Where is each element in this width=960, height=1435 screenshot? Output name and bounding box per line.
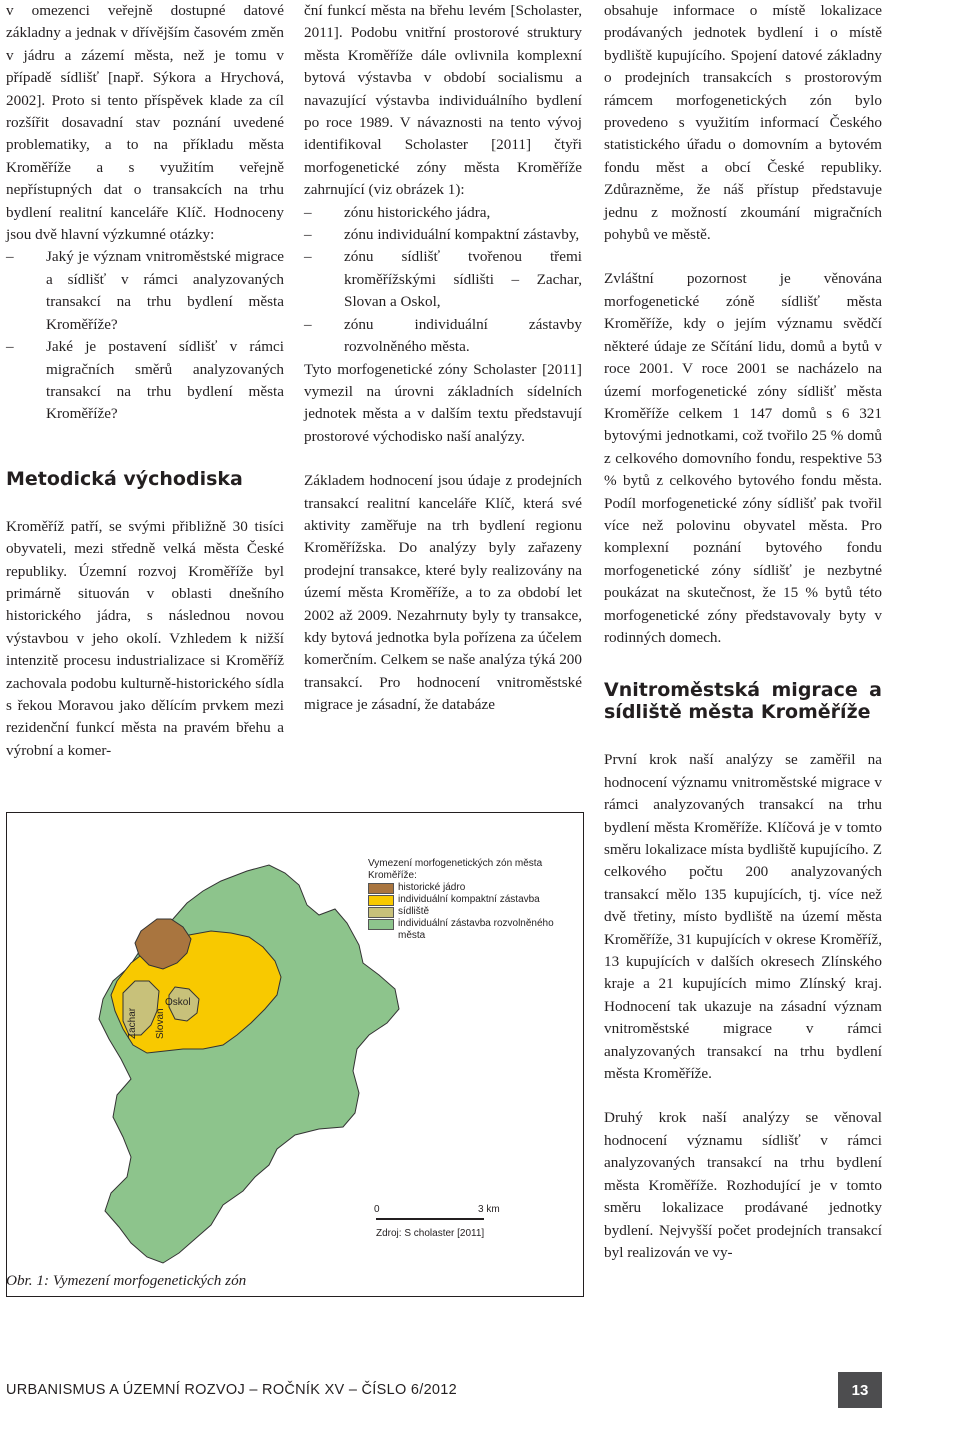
- dash-bullet: –: [6, 338, 14, 356]
- map-scale-bar: [374, 1204, 514, 1244]
- col2-paragraph-3: Základem hodnocení jsou údaje z prodejních transakcí realitní kanceláře Klíč, která své aktivity zaměřuje na trh bydlení regionu Kroměřížska. Do analýzy byly zařazeny prodejní transakce, které byly realizovány na území města Kroměříže, a to za období let 2002 až 2009. Nezahrnuty byly ty transakce, kdy bytová jednotka byla pořízena za účelem komerčním. Celkem se naše analýza týká 200 transakcí. Pro hodnocení vnitroměstské migrace je zásadní, že databáze: [304, 472, 582, 714]
- legend-label: individuální kompaktní zástavba: [398, 894, 540, 905]
- scale-start: 0: [374, 1204, 380, 1215]
- col3-paragraph-2: Zvláštní pozornost je věnována morfogenetické zóně sídlišť města Kroměříže, kdy o jejím významu svědčí některé údaje ze Sčítání lidu, domů a bytů v roce 2001. V roce 2001 se nacházelo na území morfogenetické zóny sídlišť města Kroměříže celkem 1 147 domů s 6 321 bytovými jednotkami, což tvořilo 25 % domů z celkového domovního fondu, respektive 53 % bytů z celkového bytového fondu města. Podíl morfogenetické zóny sídlišť pak tvořil více než polovinu obyvatel města. Pro komplexní poznání bytového fondu morfogenetické zóny sídlišť je nezbytné poukázat na skutečnost, že 15 % bytů této morfogenetické zóny představovaly byty v rodinných domech.: [604, 270, 882, 646]
- zone-item-3-text: zónu sídlišť tvořenou třemi kroměřížskými sídlišti – Zachar, Slovan a Oskol,: [344, 248, 582, 311]
- col1-paragraph-1: v omezenci veřejně dostupné datové základny a jednak v dřívějším časovém změn v jádru a zázemí města, než je tomu v případě sídlišť [např. Sýkora a Hrychová, 2002]. Proto si tento příspěvek klade za cíl rozšířit dosavadní stav poznání uvedené problematiky, a to na příkladu města Kroměříže a s využitím veřejně nepřístupných dat o transakcích na trhu bydlení realitní kanceláře Klíč. Hodnoceny jsou dvě hlavní výzkumné otázky:: [6, 2, 284, 244]
- zone-item-3: [304, 246, 582, 313]
- col3-paragraph-1: obsahuje informace o místě lokalizace prodávaných jednotek bydlení i o místě bydliště kupujícího. Spojení datové základny o prodejních transakcích s prostorovým rámcem morfogenetických zón bylo provedeno s využitím informací Českého statistického úřadu o domovním a bytovém fondu měst a obcí České republiky. Zdůrazněme, že náš přístup představuje jednu z možností zkoumání migračních pohybů ve městě.: [604, 2, 882, 244]
- dash-bullet: –: [304, 315, 312, 333]
- label-slovan: Slovan: [155, 1008, 166, 1039]
- section-heading-methods: Metodická východiska: [6, 467, 243, 490]
- dash-bullet: –: [304, 226, 312, 244]
- legend-label: individuální zástavba rozvolněného města: [398, 918, 554, 941]
- map-legend: [368, 858, 568, 942]
- legend-item-compact: [368, 894, 568, 906]
- research-question-2: [6, 336, 284, 426]
- scale-end: 3 km: [478, 1204, 500, 1215]
- dash-bullet: –: [304, 203, 312, 221]
- research-question-1: [6, 246, 284, 336]
- label-oskol: Oskol: [165, 997, 191, 1008]
- col2-paragraph-1: ční funkcí města na břehu levém [Scholaster, 2011]. Podobu vnitřní prostorové struktury města Kroměříže dále ovlivnila komplexní bytová výstavba v období socialismu a navazující výstavba individuálního bydlení po roce 1989. V návaznosti na tento vývoj identifikoval Scholaster [2011] čtyři morfogenetické zóny města Kroměříže zahrnující (viz obrázek 1):: [304, 2, 582, 199]
- label-zachar: Zachar: [127, 1007, 138, 1039]
- journal-footer: URBANISMUS A ÚZEMNÍ ROZVOJ – ROČNÍK XV – ČÍSLO 6/2012: [6, 1382, 458, 1398]
- legend-item-scattered: [368, 918, 568, 942]
- zone-item-1-text: zónu historického jádra,: [344, 203, 491, 221]
- dash-bullet: –: [304, 248, 312, 266]
- research-question-1-text: Jaký je význam vnitroměstské migrace a sídlišť v rámci analyzovaných transakcí na trhu bydlení města Kroměříže?: [46, 248, 284, 333]
- legend-swatch: [368, 907, 394, 918]
- legend-label: sídliště: [398, 906, 430, 917]
- column-3: [604, 0, 882, 1264]
- figure-caption: Obr. 1: Vymezení morfogenetických zón: [6, 1272, 247, 1289]
- zone-item-4: [304, 314, 582, 359]
- legend-label: historické jádro: [398, 882, 466, 893]
- legend-item-estates: [368, 906, 568, 918]
- col3-paragraph-3: První krok naší analýzy se zaměřil na hodnocení významu vnitroměstské migrace v rámci analyzovaných transakcí na trhu bydlení města Kroměříže. Klíčová je v tomto směru lokalizace místa bydliště kupujícího. Z celkového počtu 200 analyzovaných transakcí mělo 135 kupujících, tj. více než dvě třetiny, místo bydliště na území města Kroměříže, 31 kupujících v okrese Kroměříž, 13 kupujících v dalších okresech Zlínského kraje a 21 kupujících mimo Zlínský kraj. Hodnocení tak ukazuje na zásadní význam vnitroměstské migrace v rámci analyzovaných transakcí na trhu bydlení města Kroměříže.: [604, 751, 882, 1083]
- col1-paragraph-2: Kroměříž patří, se svými přibližně 30 tisíci obyvateli, mezi středně velká města České republiky. Územní rozvoj Kroměříže byl primárně situován v oblasti dnešního historického jádra, s následnou novou výstavbou v jeho okolí. Vzhledem k nižší intenzitě procesu industrializace si Kroměříž zachovala podobu kulturně-historického sídla s řekou Moravou jako dělícím prvkem mezi rezidenční funkcí města na pravém břehu a výrobní a komer-: [6, 517, 284, 759]
- legend-item-historic-core: [368, 882, 568, 894]
- zone-item-2-text: zónu individuální kompaktní zástavby,: [344, 226, 580, 244]
- zone-item-4-text: zónu individuální zástavby rozvolněného města.: [344, 315, 582, 356]
- dash-bullet: –: [6, 248, 14, 266]
- research-question-2-text: Jaké je postavení sídlišť v rámci migračních směrů analyzovaných transakcí na trhu bydlení města Kroměříže?: [46, 338, 284, 423]
- col2-paragraph-2: Tyto morfogenetické zóny Scholaster [2011] vymezil na úrovni základních sídelních jednotek města a v dalším textu představují prostorové východisko naší analýzy.: [304, 360, 582, 445]
- legend-swatch: [368, 919, 394, 930]
- column-1: [6, 0, 284, 762]
- column-2: [304, 0, 582, 717]
- legend-swatch: [368, 883, 394, 894]
- map-source: Zdroj: S cholaster [2011]: [376, 1228, 485, 1239]
- zone-item-1: [304, 202, 582, 224]
- legend-swatch: [368, 895, 394, 906]
- legend-title: Vymezení morfogenetických zón města Kroměříže:: [368, 858, 543, 881]
- col3-paragraph-4: Druhý krok naší analýzy se věnoval hodnocení významu sídlišť v rámci analyzovaných transakcí na trhu bydlení města Kroměříže. Rozhodující je v tomto směru lokalizace prodávané jednotky bydlení. Nejvyšší počet prodejních transakcí byl realizován ve vy-: [604, 1109, 882, 1261]
- page-number: 13: [838, 1372, 882, 1408]
- zone-scattered-housing: [99, 865, 399, 1263]
- zone-item-2: [304, 224, 582, 246]
- scale-bar-line: [376, 1218, 484, 1220]
- section-heading-migration: Vnitroměstská migrace a sídliště města Kroměříže: [604, 679, 882, 724]
